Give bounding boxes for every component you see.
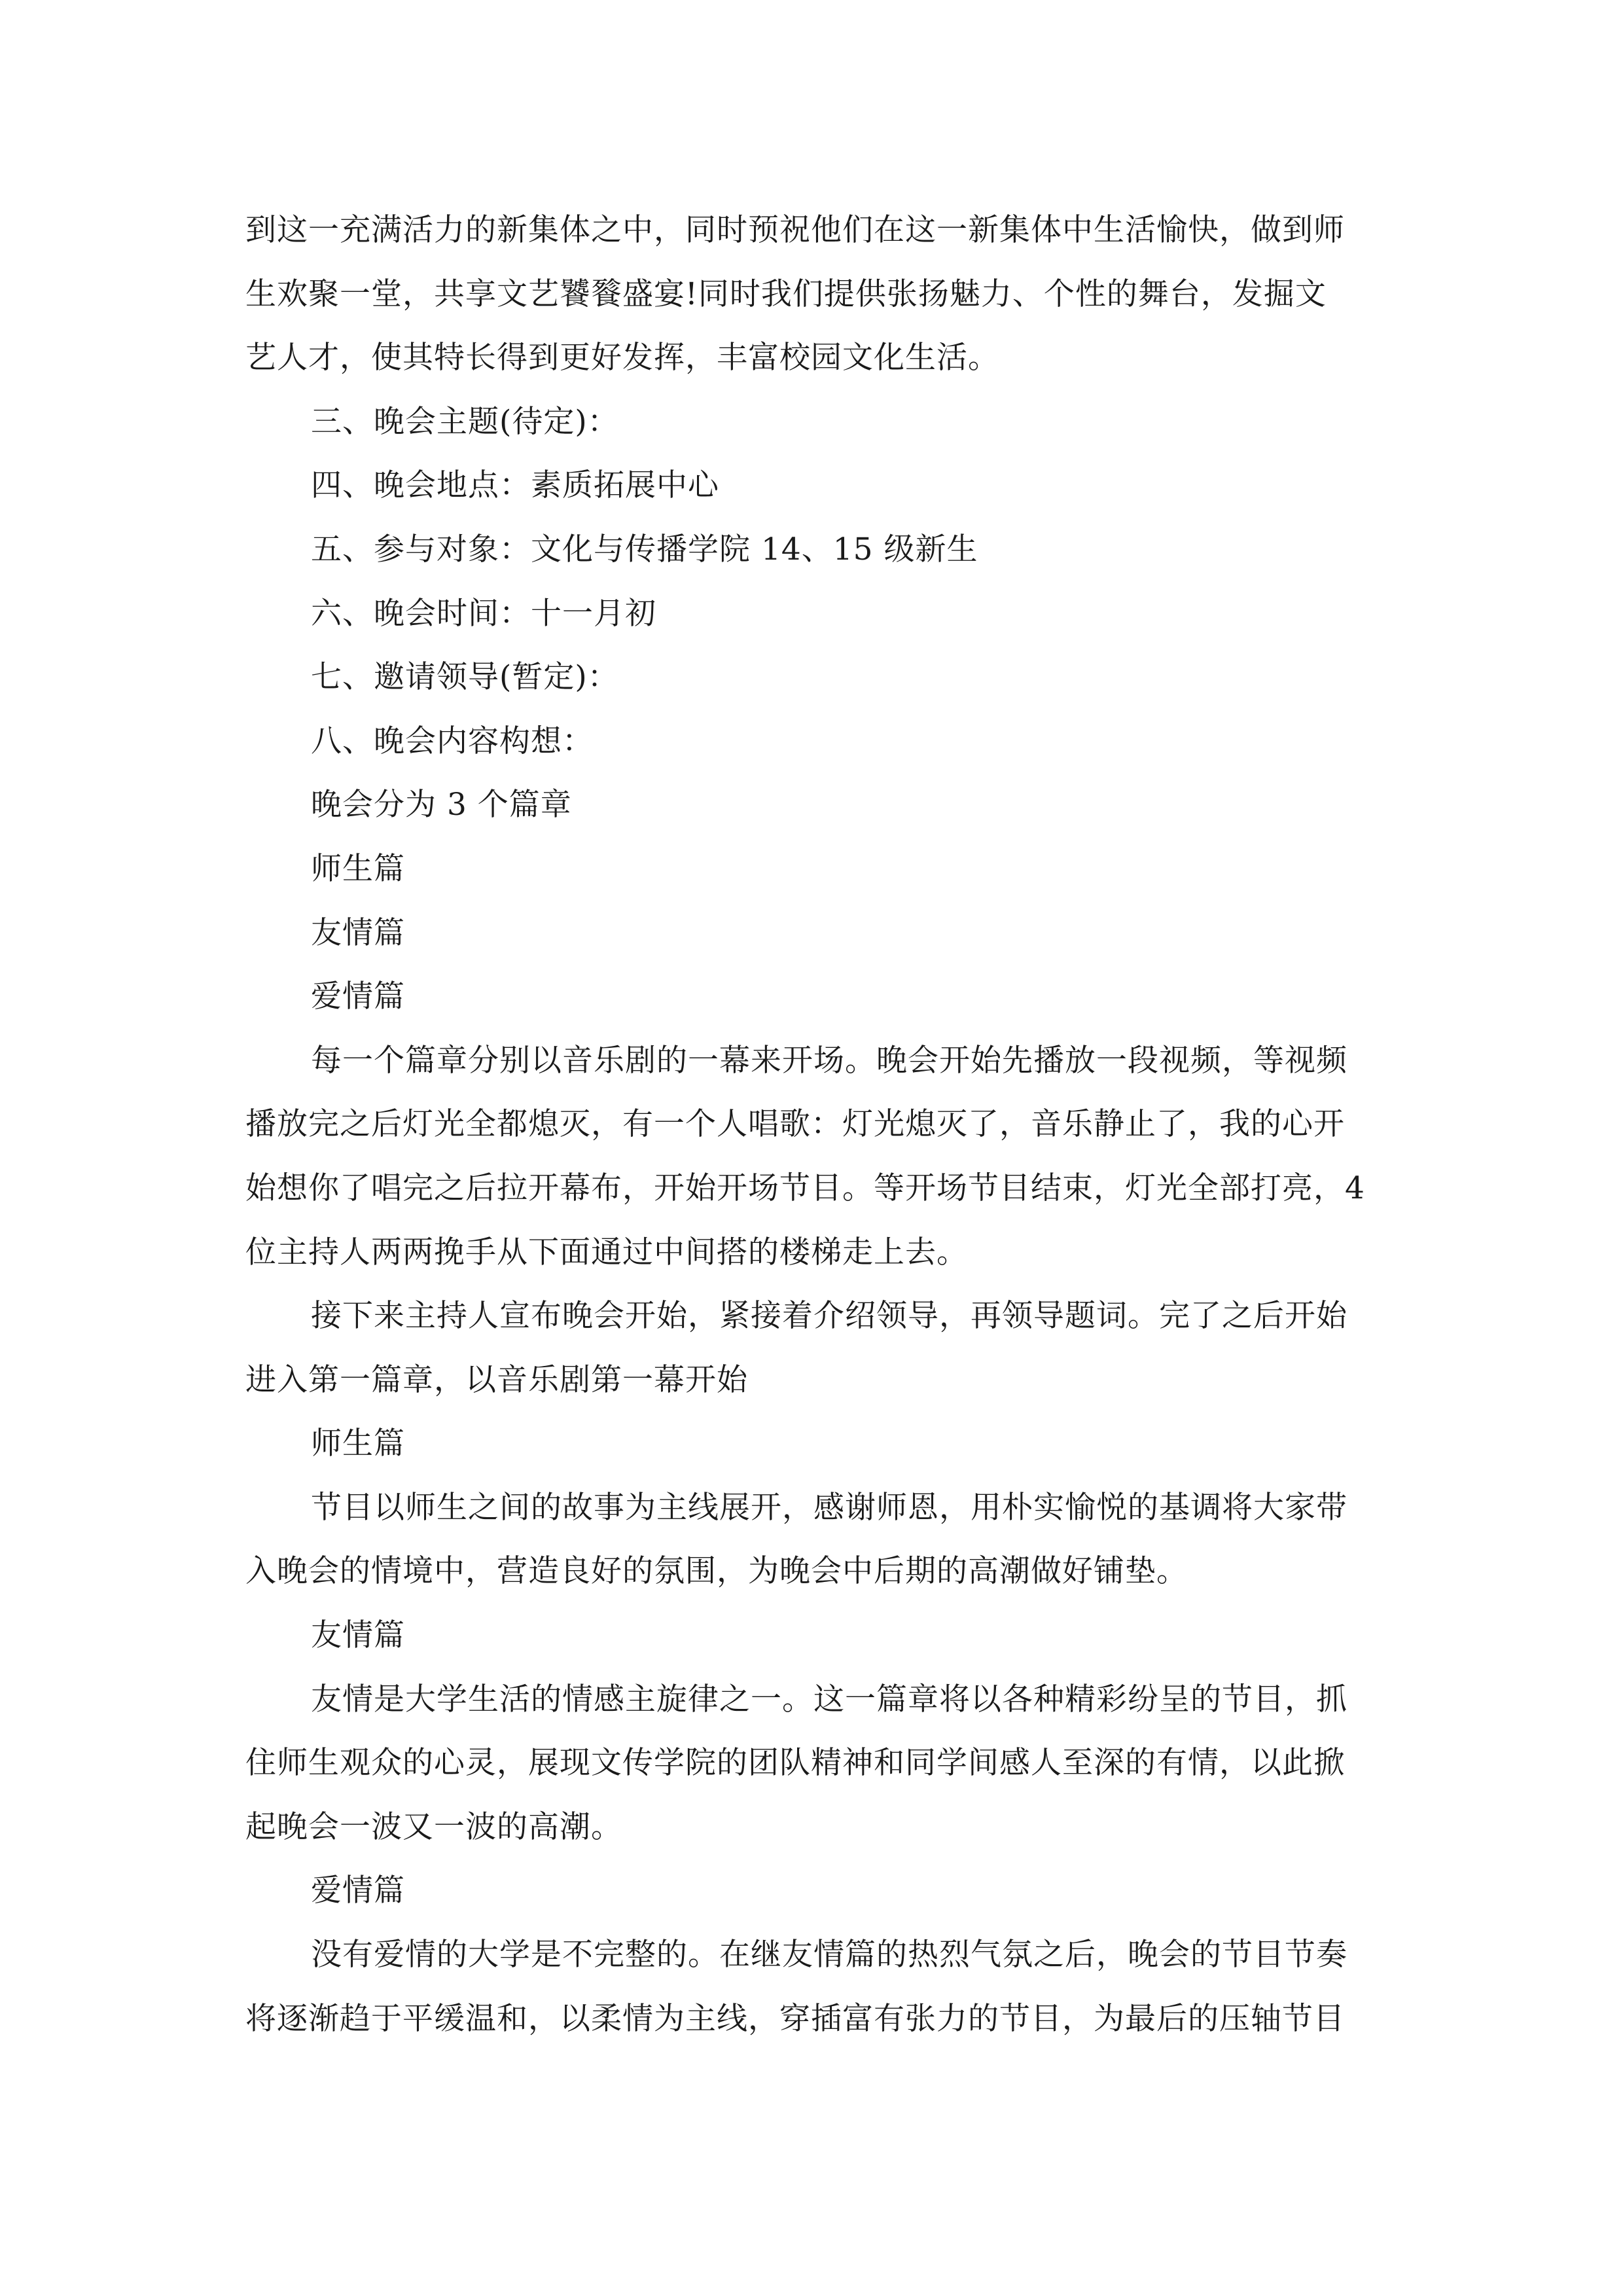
text-line: 入晚会的情境中，营造良好的氛围，为晚会中后期的高潮做好铺垫。	[245, 1553, 1188, 1590]
text-line: 没有爱情的大学是不完整的。在继友情篇的热烈气氛之后，晚会的节目节奏	[311, 1937, 1347, 1973]
text-line: 节目以师生之间的故事为主线展开，感谢师恩，用朴实愉悦的基调将大家带	[311, 1489, 1347, 1526]
text-line: 进入第一篇章，以音乐剧第一幕开始	[245, 1361, 748, 1398]
section-heading: 四、晚会地点：素质拓展中心	[311, 467, 719, 504]
text-line: 艺人才，使其特长得到更好发挥，丰富校园文化生活。	[245, 340, 999, 376]
text-line: 住师生观众的心灵，展现文传学院的团队精神和同学间感人至深的有情，以此掀	[245, 1745, 1345, 1782]
chapter-title: 友情篇	[311, 914, 405, 951]
section-heading: 三、晚会主题(待定)：	[311, 403, 619, 440]
document-body	[245, 198, 1417, 2051]
text-line: 位主持人两两挽手从下面通过中间搭的楼梯走上去。	[245, 1234, 968, 1270]
text-line: 生欢聚一堂，共享文艺饕餮盛宴!同时我们提供张扬魅力、个性的舞台，发掘文	[245, 276, 1327, 312]
section-heading: 六、晚会时间：十一月初	[311, 595, 656, 632]
text-line: 到这一充满活力的新集体之中，同时预祝他们在这一新集体中生活愉快，做到师	[245, 212, 1345, 248]
chapter-title: 师生篇	[311, 850, 405, 887]
text-line: 起晚会一波又一波的高潮。	[245, 1808, 622, 1845]
text-line: 播放完之后灯光全都熄灭，有一个人唱歌：灯光熄灭了，音乐静止了，我的心开	[245, 1106, 1345, 1143]
section-heading: 五、参与对象：文化与传播学院 14、15 级新生	[311, 531, 978, 567]
text-line: 始想你了唱完之后拉开幕布，开始开场节目。等开场节目结束，灯光全部打亮，4	[245, 1170, 1365, 1206]
section-heading: 八、晚会内容构想：	[311, 723, 594, 759]
text-line: 将逐渐趋于平缓温和，以柔情为主线，穿插富有张力的节目，为最后的压轴节目	[245, 2000, 1345, 2037]
text-line: 晚会分为 3 个篇章	[311, 787, 572, 823]
text-line: 友情是大学生活的情感主旋律之一。这一篇章将以各种精彩纷呈的节目，抓	[311, 1681, 1347, 1717]
chapter-title: 友情篇	[311, 1617, 405, 1654]
text-line: 接下来主持人宣布晚会开始，紧接着介绍领导，再领导题词。完了之后开始	[311, 1298, 1347, 1335]
text-line: 每一个篇章分别以音乐剧的一幕来开场。晚会开始先播放一段视频，等视频	[311, 1042, 1347, 1079]
chapter-title: 爱情篇	[311, 1873, 405, 1909]
section-heading: 七、邀请领导(暂定)：	[311, 659, 619, 696]
chapter-title: 师生篇	[311, 1426, 405, 1462]
chapter-title: 爱情篇	[311, 978, 405, 1015]
